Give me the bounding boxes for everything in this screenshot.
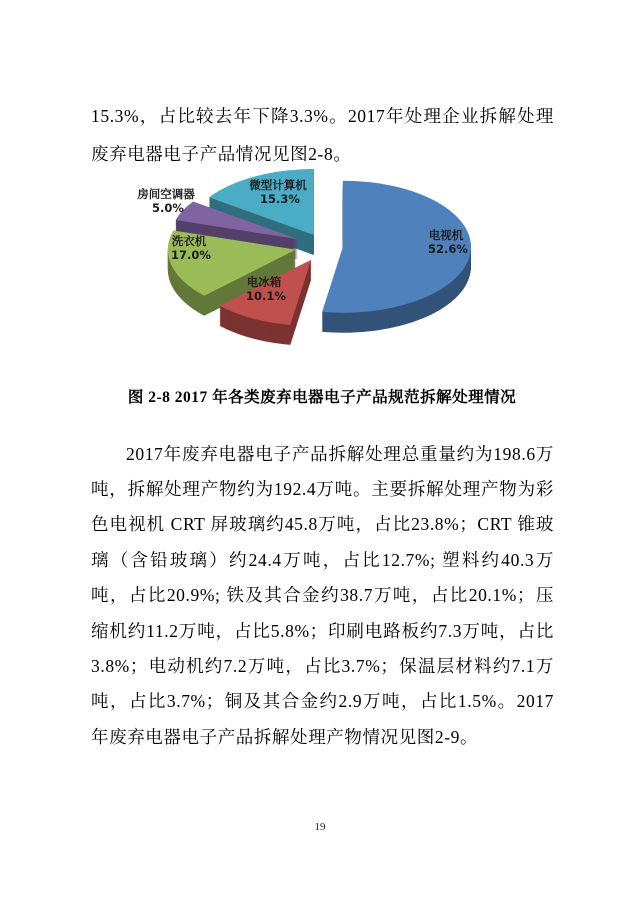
pie-chart-svg (120, 158, 520, 388)
pie-chart (120, 158, 520, 388)
pie-label-name-3: 房间空调器 (137, 187, 195, 201)
pie-label-pct-1: 10.1% (246, 289, 286, 303)
pie-label-pct-3: 5.0% (152, 201, 184, 215)
figure-caption: 图 2-8 2017 年各类废弃电器电子产品规范拆解处理情况 (127, 389, 517, 406)
paragraph-body: 2017年废弃电器电子产品拆解处理总重量约为198.6万吨，拆解处理产物约为192.4万吨。主要拆解处理产物为彩色电视机 CRT 屏玻璃约45.8万吨，占比23.8%；CRT 锥玻璃（含铅玻璃）约24.4万吨，占比12.7%; 塑料约40.3万吨，占比20.9%; 铁及其合金约38.7万吨，占比20.1%；压缩机约11.2万吨，占比5.8%；印刷电路板约7.3万吨，占比3.8%；电动机约7.2万吨，占比3.7%；保温层材料约7.1万吨，占比3.7%；铜及其合金约2.9万吨，占比1.5%。2017年废弃电器电子产品拆解处理产物情况见图2-9。 (91, 443, 554, 747)
page-number: 19 (314, 821, 326, 833)
paragraph-continuation: 15.3%，占比较去年下降3.3%。2017年处理企业拆解处理废弃电器电子产品情况见图2-8。 (91, 105, 554, 164)
pie-label-pct-0: 52.6% (428, 242, 468, 256)
pie-label-name-2: 洗衣机 (171, 234, 207, 248)
pie-label-name-0: 电视机 (428, 228, 464, 242)
pie-label-name-4: 微型计算机 (249, 178, 307, 192)
pie-label-name-1: 电冰箱 (246, 275, 282, 289)
pie-label-pct-2: 17.0% (171, 248, 211, 262)
pie-label-pct-4: 15.3% (260, 192, 300, 206)
